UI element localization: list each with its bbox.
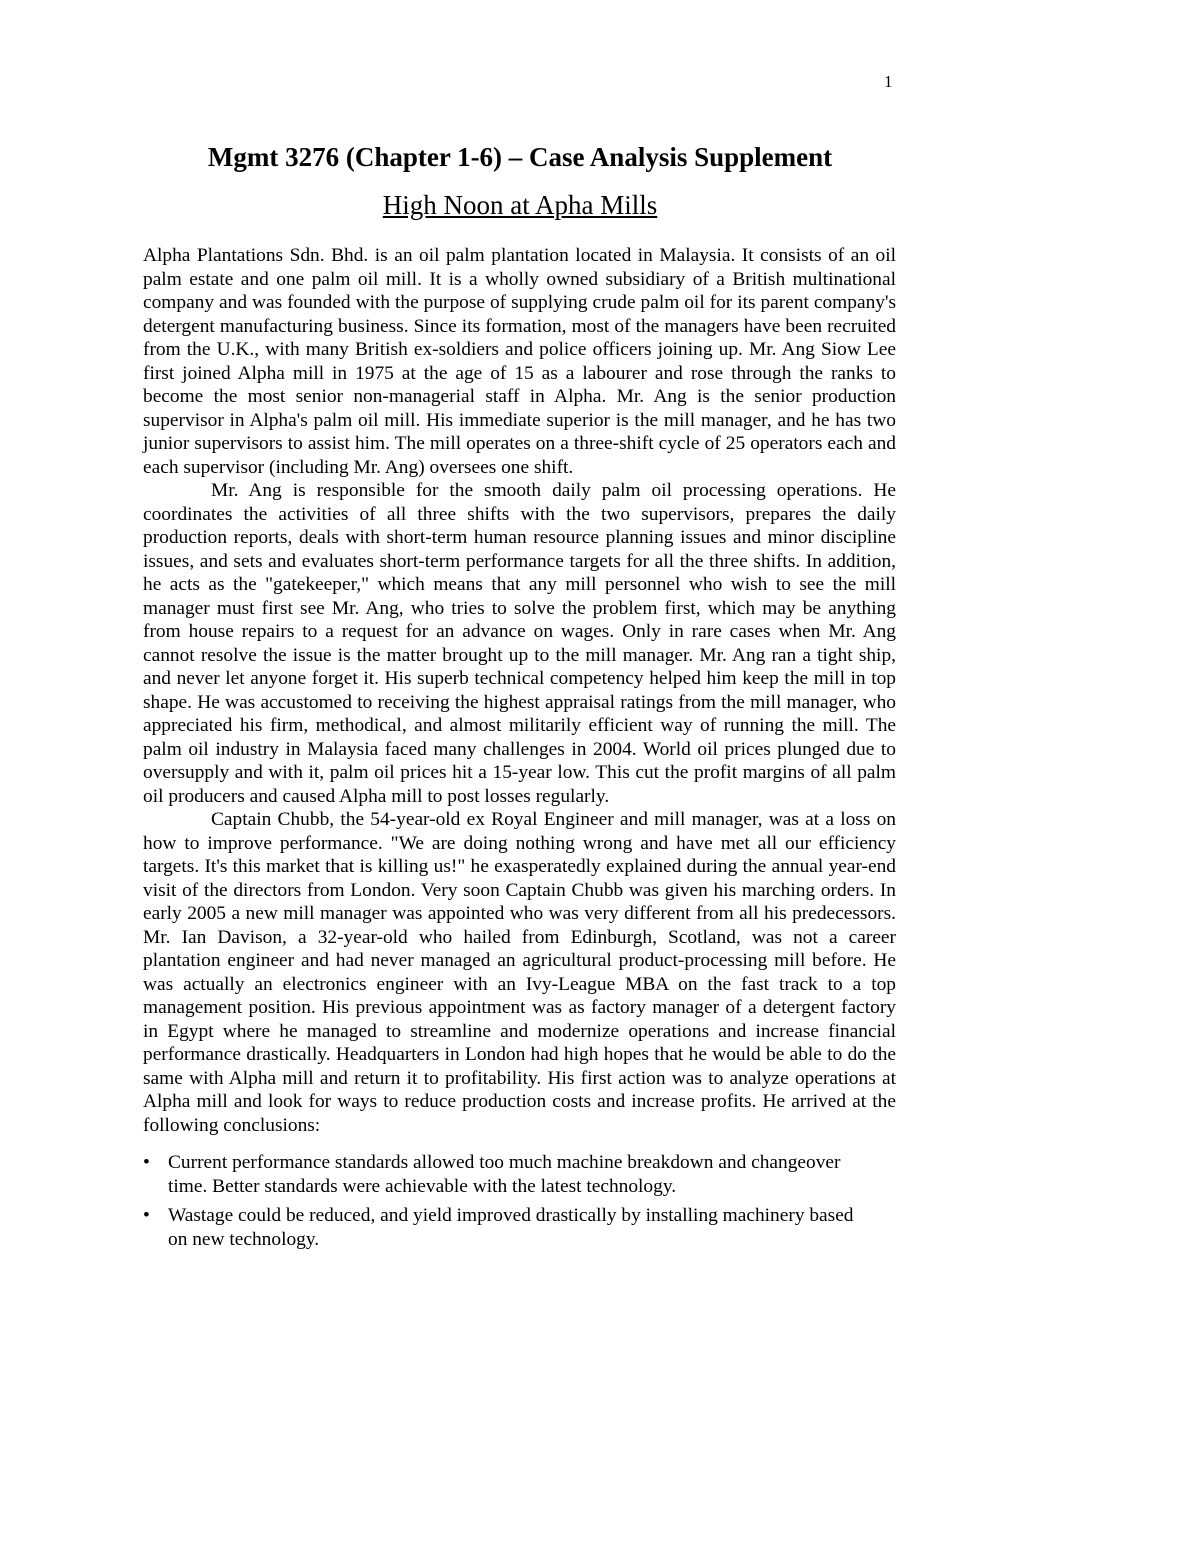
list-item (143, 1204, 868, 1251)
list-item-text: Current performance standards allowed too much machine breakdown and changeover time. Better standards were achievable with the latest technology. (168, 1152, 841, 1197)
bullet-icon: • (143, 1205, 150, 1226)
paragraph-1: Alpha Plantations Sdn. Bhd. is an oil palm plantation located in Malaysia. It consists of an oil palm estate and one palm oil mill. It is a wholly owned subsidiary of a British multinational company and was founded with the purpose of supplying crude palm oil for its parent company's detergent manufacturing business. Since its formation, most of the managers have been recruited from the U.K., with many British ex-soldiers and police officers joining up. Mr. Ang Siow Lee first joined Alpha mill in 1975 at the age of 15 as a labourer and rose through the ranks to become the most senior non-managerial staff in Alpha. Mr. Ang is the senior production supervisor in Alpha's palm oil mill. His immediate superior is the mill manager, and he has two junior supervisors to assist him. The mill operates on a three-shift cycle of 25 operators each and each supervisor (including Mr. Ang) oversees one shift. (143, 245, 896, 478)
document-body (143, 244, 896, 1257)
paragraph-2: Mr. Ang is responsible for the smooth daily palm oil processing operations. He coordinates the activities of all three shifts with the two supervisors, prepares the daily production reports, deals with short-term human resource planning issues and minor discipline issues, and sets and evaluates short-term performance targets for all the three shifts. In addition, he acts as the "gatekeeper," which means that any mill personnel who wish to see the mill manager must first see Mr. Ang, who tries to solve the problem first, which may be anything from house repairs to a request for an advance on wages. Only in rare cases when Mr. Ang cannot resolve the issue is the matter brought up to the mill manager. Mr. Ang ran a tight ship, and never let anyone forget it. His superb technical competency helped him keep the mill in top shape. He was accustomed to receiving the highest appraisal ratings from the mill manager, who appreciated his firm, methodical, and almost militarily efficient way of running the mill. The palm oil industry in Malaysia faced many challenges in 2004. World oil prices plunged due to oversupply and with it, palm oil prices hit a 15-year low. This cut the profit margins of all palm oil producers and caused Alpha mill to post losses regularly. (143, 480, 896, 807)
page-number: 1 (884, 72, 893, 91)
list-item-text: Wastage could be reduced, and yield improved drastically by installing machinery based on new technology. (168, 1205, 854, 1250)
conclusions-list (143, 1151, 868, 1251)
list-item (143, 1151, 868, 1198)
paragraph-3: Captain Chubb, the 54-year-old ex Royal Engineer and mill manager, was at a loss on how to improve performance. "We are doing nothing wrong and have met all our efficiency targets. It's this market that is killing us!" he exasperatedly explained during the annual year-end visit of the directors from London. Very soon Captain Chubb was given his marching orders. In early 2005 a new mill manager was appointed who was very different from all his predecessors. Mr. Ian Davison, a 32-year-old who hailed from Edinburgh, Scotland, was not a career plantation engineer and had never managed an agricultural product-processing mill before. He was actually an electronics engineer with an Ivy-League MBA on the fast track to a top management position. His previous appointment was as factory manager of a detergent factory in Egypt where he managed to streamline and modernize operations and increase financial performance drastically. Headquarters in London had high hopes that he would be able to do the same with Alpha mill and return it to profitability. His first action was to analyze operations at Alpha mill and look for ways to reduce production costs and increase profits. He arrived at the following conclusions: (143, 809, 896, 1136)
document-title: Mgmt 3276 (Chapter 1-6) – Case Analysis Supplement (207, 142, 833, 172)
bullet-icon: • (143, 1152, 150, 1173)
case-title: High Noon at Apha Mills (382, 190, 658, 220)
